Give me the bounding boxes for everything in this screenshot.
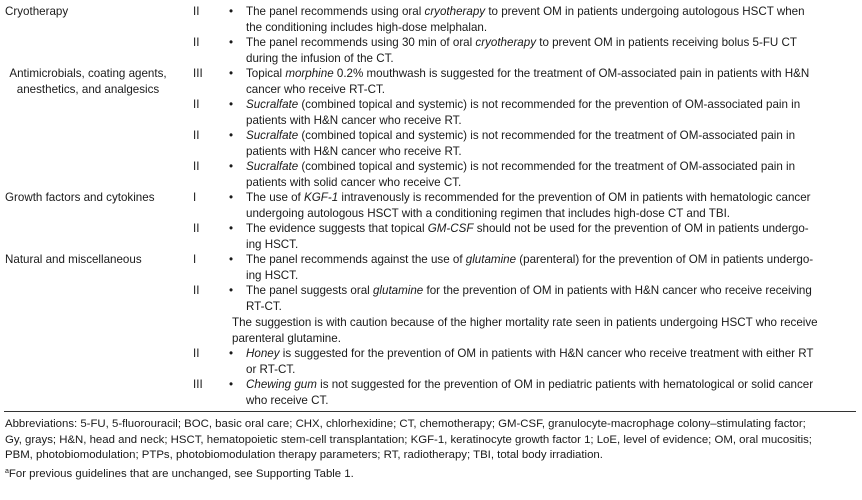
category-cell [5, 190, 155, 206]
recommendation-line: patients with H&N cancer who receive RT. [246, 144, 462, 158]
note-line: The suggestion is with caution because of the higher mortality rate seen in patients undergoing HSCT who receive [232, 316, 818, 329]
bullet-icon: • [229, 253, 234, 266]
bullet-icon: • [229, 347, 234, 360]
recommendation-text [246, 66, 858, 97]
recommendation-line: who receive CT. [246, 393, 329, 407]
category-label: Growth factors and cytokines [5, 191, 155, 204]
bullet-icon: • [229, 222, 234, 235]
bullet-icon: • [229, 36, 234, 49]
recommendation-text [246, 377, 858, 408]
recommendation-text [246, 283, 858, 314]
abbreviations-line-1: Abbreviations: 5-FU, 5-fluorouracil; BOC, basic oral care; CHX, chlorhexidine; CT, chemotherapy; GM-CSF, granulocyte-macrophage colony–stimulating factor; [5, 418, 806, 430]
category-cell [5, 252, 142, 268]
bullet-icon: • [229, 5, 234, 18]
loe-cell: II [193, 222, 200, 235]
bullet-icon: • [229, 98, 234, 111]
drug-name: Sucralfate [246, 129, 299, 142]
abbreviations-line-2: Gy, grays; H&N, head and neck; HSCT, hematopoietic stem-cell transplantation; KGF-1, keratinocyte growth factor 1; LoE, level of evidence; OM, oral mucositis; [5, 433, 812, 446]
recommendation-text [246, 4, 858, 35]
recommendation-line: Sucralfate (combined topical and systemic) is not recommended for the treatment of OM-associated pain in [246, 160, 796, 173]
table-bottom-rule [4, 411, 856, 412]
drug-name: KGF-1 [304, 191, 339, 204]
recommendation-line: The evidence suggests that topical GM-CSF should not be used for the prevention of OM in patients undergo- [246, 222, 809, 235]
drug-name: Chewing gum [246, 378, 317, 391]
loe-cell: II [193, 5, 200, 18]
recommendation-line: ing HSCT. [246, 268, 299, 282]
recommendation-line: The panel suggests oral glutamine for the prevention of OM in patients with H&N cancer who receive receiving [246, 284, 812, 297]
recommendation-text [246, 97, 858, 128]
recommendation-line: patients with H&N cancer who receive RT. [246, 113, 462, 127]
recommendation-line: Sucralfate (combined topical and systemic) is not recommended for the treatment of OM-associated pain in [246, 129, 796, 142]
recommendation-line: undergoing autologous HSCT with a conditioning regimen that includes high-dose CT and TBI. [246, 206, 731, 220]
recommendation-text [246, 159, 858, 190]
loe-cell: II [193, 347, 200, 360]
category-label: Cryotherapy [5, 5, 69, 18]
abbreviations-line-3: PBM, photobiomodulation; PTPs, photobiomodulation therapy parameters; RT, radiotherapy; TBI, total body irradiation. [5, 449, 603, 462]
category-cell [5, 4, 68, 20]
loe-cell: III [193, 67, 203, 80]
recommendation-line: Sucralfate (combined topical and systemic) is not recommended for the prevention of OM-associated pain in [246, 98, 801, 111]
recommendation-line: Topical morphine 0.2% mouthwash is suggested for the treatment of OM-associated pain in patients with H&N [246, 67, 810, 80]
bullet-icon: • [229, 284, 234, 297]
drug-name: Sucralfate [246, 160, 299, 173]
recommendation-text [246, 221, 858, 252]
recommendation-note [232, 315, 860, 346]
recommendation-line: ing HSCT. [246, 237, 299, 251]
recommendation-line: the conditioning includes high-dose melphalan. [246, 20, 488, 34]
recommendation-line: during the infusion of the CT. [246, 51, 394, 65]
recommendation-line: The use of KGF-1 intravenously is recommended for the prevention of OM in patients with hematologic cancer [246, 191, 811, 204]
loe-cell: III [193, 378, 203, 391]
bullet-icon: • [229, 160, 234, 173]
recommendation-text [246, 190, 858, 221]
drug-name: GM-CSF [427, 222, 474, 235]
loe-cell: I [193, 253, 197, 266]
bullet-icon: • [229, 191, 234, 204]
note-line: parenteral glutamine. [232, 331, 341, 345]
loe-cell: II [193, 284, 200, 297]
category-label: anesthetics, and analgesics [16, 82, 160, 96]
recommendation-text [246, 35, 858, 66]
drug-name: Sucralfate [246, 98, 299, 111]
recommendation-line: Honey is suggested for the prevention of OM in patients with H&N cancer who receive treatment with either RT [246, 347, 814, 360]
loe-cell: II [193, 129, 200, 142]
recommendation-text [246, 128, 858, 159]
drug-name: morphine [285, 67, 334, 80]
recommendation-line: The panel recommends using oral cryotherapy to prevent OM in patients undergoing autologous HSCT when [246, 5, 805, 18]
drug-name: Honey [246, 347, 280, 360]
loe-cell: II [193, 36, 200, 49]
bullet-icon: • [229, 129, 234, 142]
recommendation-line: cancer who receive RT-CT. [246, 82, 385, 96]
recommendation-line: RT-CT. [246, 299, 282, 313]
footnote-a-text: For previous guidelines that are unchanged, see Supporting Table 1. [8, 467, 354, 480]
recommendation-line: patients with solid cancer who receive CT. [246, 175, 462, 189]
footnote-marker: a [5, 467, 9, 475]
footnotes [5, 417, 857, 482]
recommendation-line: The panel recommends against the use of glutamine (parenteral) for the prevention of OM in patients undergo- [246, 253, 814, 266]
category-label: Natural and miscellaneous [5, 253, 142, 266]
loe-cell: II [193, 160, 200, 173]
bullet-icon: • [229, 378, 234, 391]
recommendation-line: Chewing gum is not suggested for the prevention of OM in pediatric patients with hematological or solid cancer [246, 378, 814, 391]
loe-cell: I [193, 191, 197, 204]
bullet-icon: • [229, 67, 234, 80]
category-label: Antimicrobials, coating agents, [9, 67, 167, 80]
recommendation-text [246, 346, 858, 377]
loe-cell: II [193, 98, 200, 111]
category-cell [2, 66, 174, 97]
drug-name: glutamine [372, 284, 424, 297]
recommendation-line: or RT-CT. [246, 362, 296, 376]
drug-name: cryotherapy [475, 36, 536, 49]
drug-name: glutamine [465, 253, 517, 266]
recommendation-text [246, 252, 858, 283]
footnote-a [5, 464, 857, 483]
drug-name: cryotherapy [424, 5, 486, 18]
recommendation-line: The panel recommends using 30 min of oral cryotherapy to prevent OM in patients receiving bolus 5-FU CT [246, 36, 797, 49]
